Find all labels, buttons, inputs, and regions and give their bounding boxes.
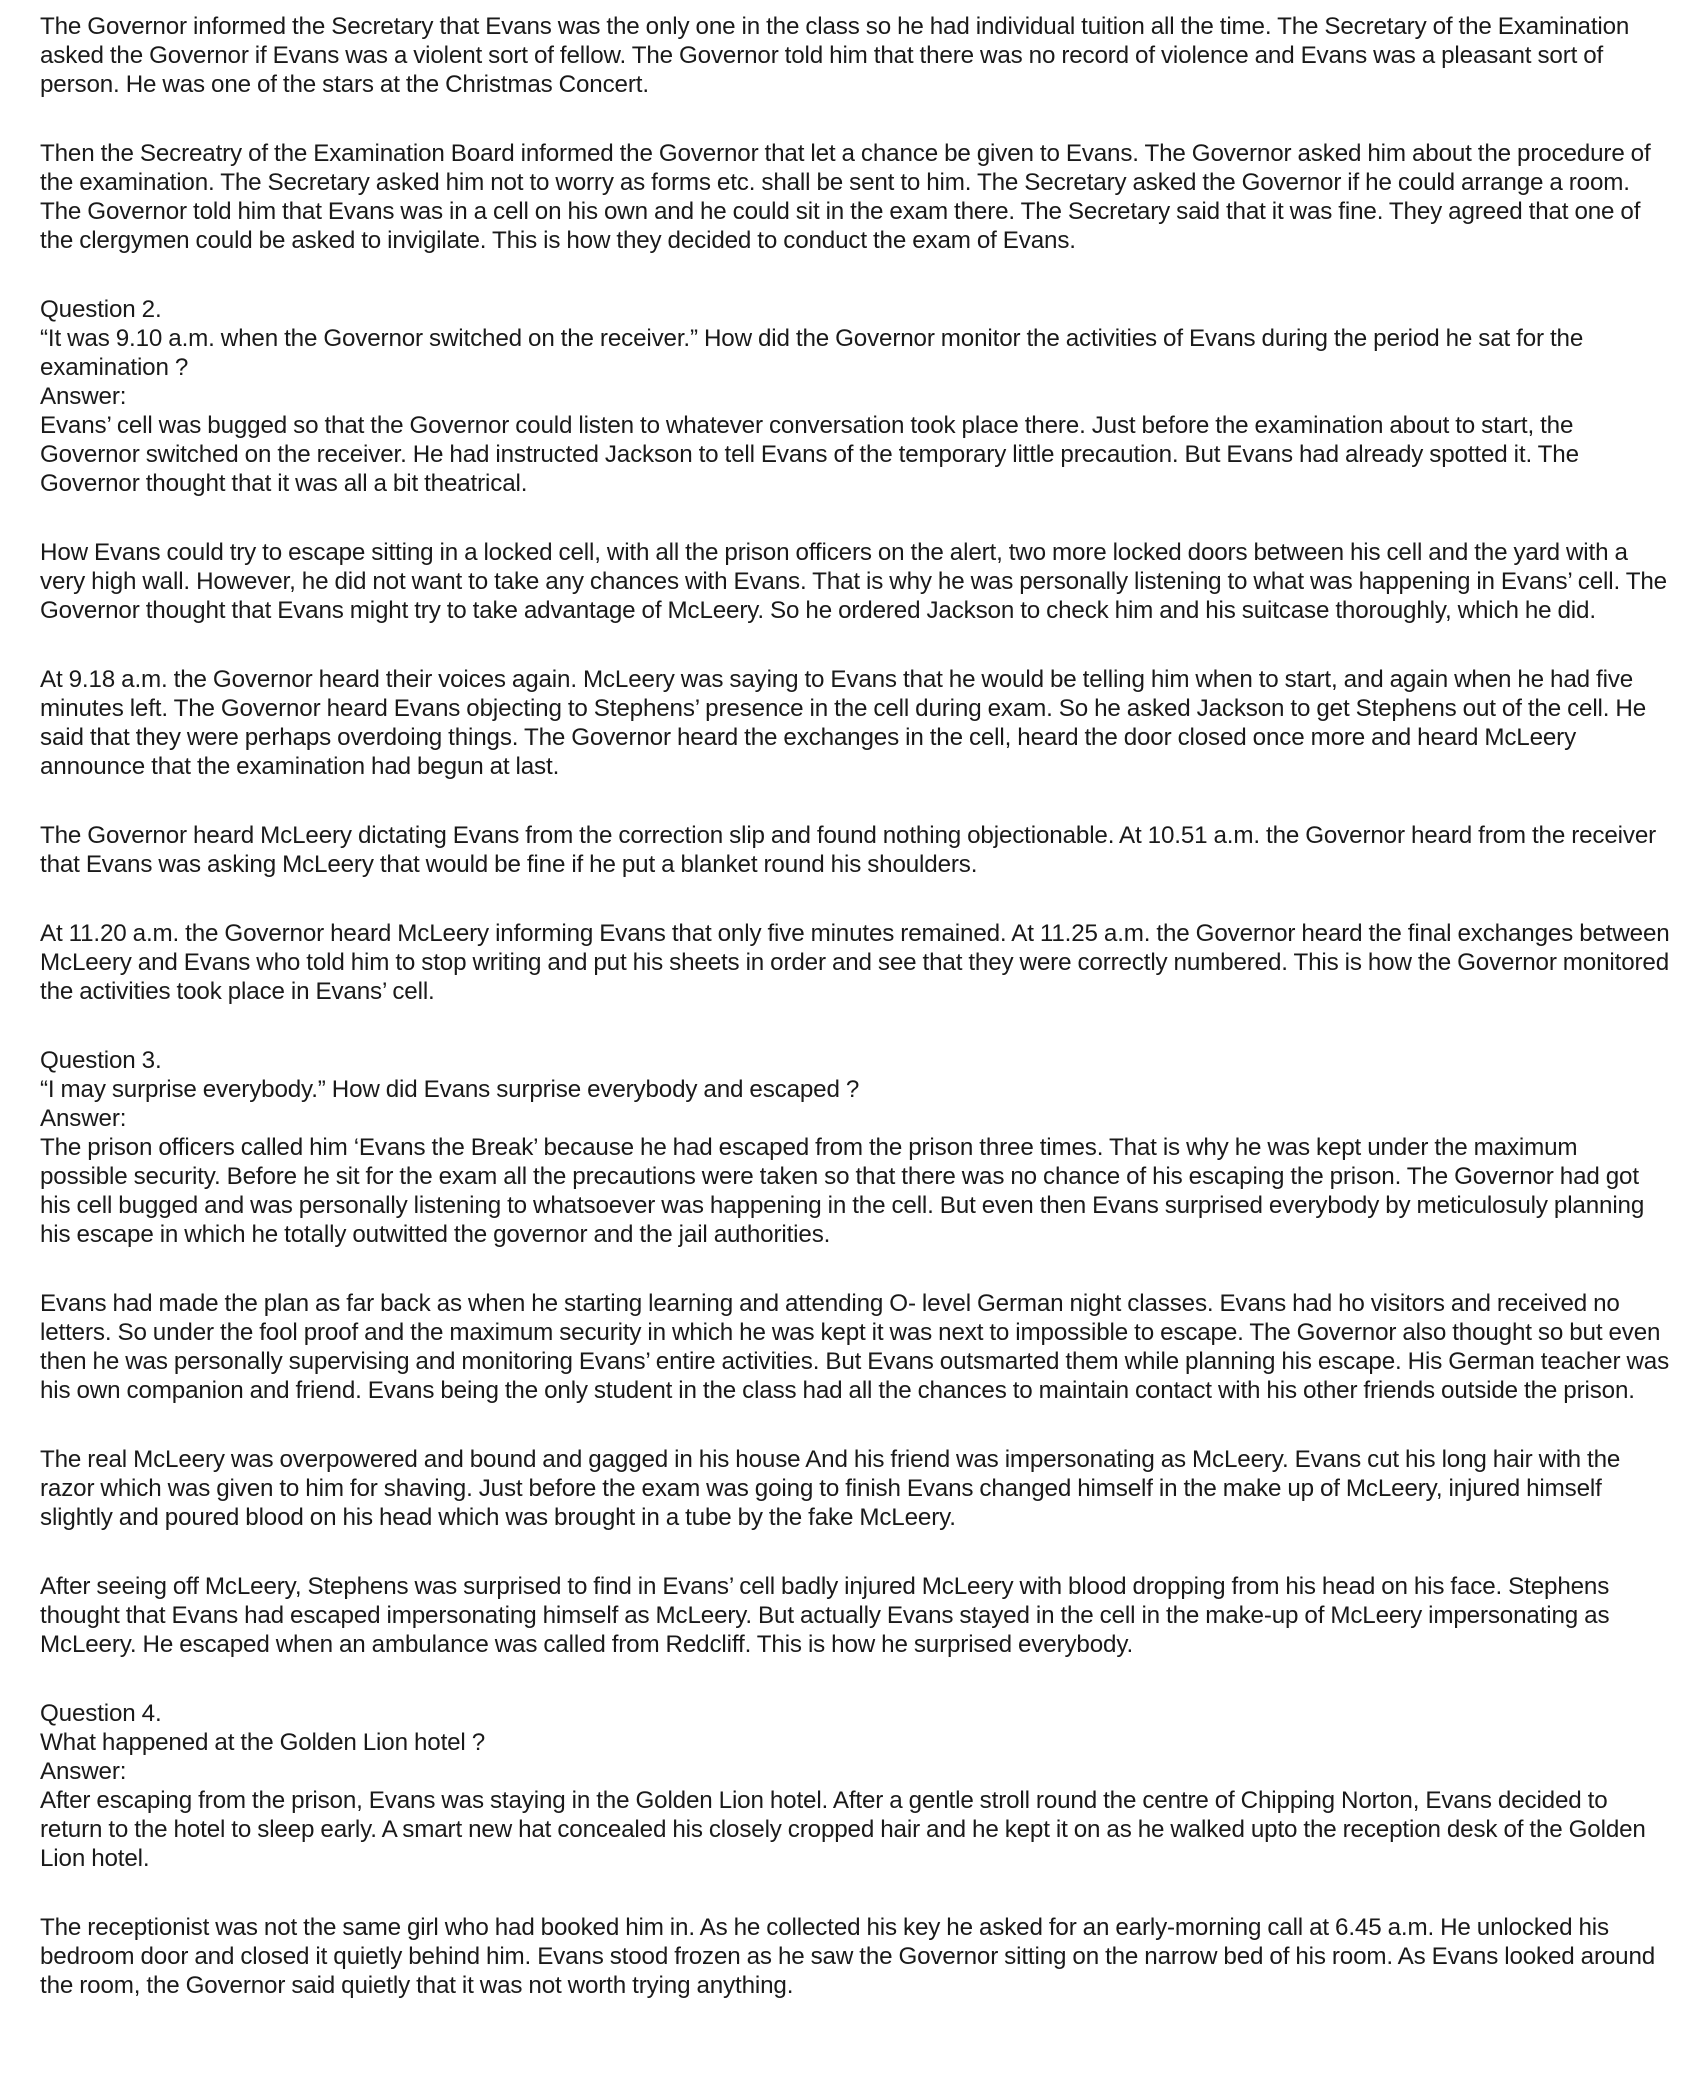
answer-paragraph: Evans had made the plan as far back as when he starting learning and attending O- level German night classes. Evans had ho visitors and received no letters. So under the fool proof and the maximum security in which he was kept it was next to impossible to escape. The Governor also thought so but even then he was personally supervising and monitoring Evans’ entire activities. But Evans outsmarted them while planning his escape. His German teacher was his own companion and friend. Evans being the only student in the class had all the chances to maintain contact with his other friends outside the prison. — [40, 1290, 1670, 1404]
answer-paragraph: How Evans could try to escape sitting in a locked cell, with all the prison officers on the alert, two more locked doors between his cell and the yard with a very high wall. However, he did not want to take any chances with Evans. That is why he was personally listening to what was happening in Evans’ cell. The Governor thought that Evans might try to take advantage of McLeery. So he ordered Jackson to check him and his suitcase thoroughly, which he did. — [40, 539, 1667, 624]
answer-paragraph: Evans’ cell was bugged so that the Governor could listen to whatever conversation took place there. Just before the examination about to start, the Governor switched on the receiver. He had instructed Jackson to tell Evans of the temporary little precaution. But Evans had already spotted it. The Governor thought that it was all a bit theatrical. — [40, 412, 1579, 497]
question-block-2 — [40, 295, 1670, 498]
question-text: “I may surprise everybody.” How did Evans surprise everybody and escaped ? — [40, 1076, 860, 1103]
question-block-4 — [40, 1699, 1670, 1873]
question-text: What happened at the Golden Lion hotel ? — [40, 1729, 486, 1756]
answer-paragraph: At 11.20 a.m. the Governor heard McLeery informing Evans that only five minutes remained. At 11.25 a.m. the Governor heard the final exchanges between McLeery and Evans who told him to stop writing and put his sheets in order and see that they were correctly numbered. This is how the Governor monitored the activities took place in Evans’ cell. — [40, 920, 1670, 1005]
question-heading: Question 3. — [40, 1047, 162, 1074]
question-heading: Question 2. — [40, 296, 162, 323]
answer-paragraph: After seeing off McLeery, Stephens was surprised to find in Evans’ cell badly injured McLeery with blood dropping from his head on his face. Stephens thought that Evans had escaped impersonating himself as McLeery. But actually Evans stayed in the cell in the make-up of McLeery impersonating as McLeery. He escaped when an ambulance was called from Redcliff. This is how he surprised everybody. — [40, 1573, 1610, 1658]
answer-paragraph: At 9.18 a.m. the Governor heard their voices again. McLeery was saying to Evans that he would be telling him when to start, and again when he had five minutes left. The Governor heard Evans objecting to Stephens’ presence in the cell during exam. So he asked Jackson to get Stephens out of the cell. He said that they were perhaps overdoing things. The Governor heard the exchanges in the cell, heard the door closed once more and heard McLeery announce that the examination had begun at last. — [40, 666, 1647, 780]
answer-label: Answer: — [40, 1105, 127, 1132]
answer-paragraph: The real McLeery was overpowered and bound and gagged in his house And his friend was impersonating as McLeery. Evans cut his long hair with the razor which was given to him for shaving. Just before the exam was going to finish Evans changed himself in the make up of McLeery, injured himself slightly and poured blood on his head which was brought in a tube by the fake McLeery. — [40, 1446, 1621, 1531]
answer-paragraph: The prison officers called him ‘Evans the Break’ because he had escaped from the prison three times. That is why he was kept under the maximum possible security. Before he sit for the exam all the precautions were taken so that there was no chance of his escaping the prison. The Governor had got his cell bugged and was personally listening to whatsoever was happening in the cell. But even then Evans surprised everybody by meticulosuly planning his escape in which he totally outwitted the governor and the jail authorities. — [40, 1134, 1645, 1248]
answer-paragraph: The receptionist was not the same girl who had booked him in. As he collected his key he asked for an early-morning call at 6.45 a.m. He unlocked his bedroom door and closed it quietly behind him. Evans stood frozen as he saw the Governor sitting on the narrow bed of his room. As Evans looked around the room, the Governor said quietly that it was not worth trying anything. — [40, 1914, 1656, 1999]
question-text: “It was 9.10 a.m. when the Governor switched on the receiver.” How did the Governor monitor the activities of Evans during the period he sat for the examination ? — [40, 325, 1584, 381]
paragraph: The Governor informed the Secretary that Evans was the only one in the class so he had individual tuition all the time. The Secretary of the Examination asked the Governor if Evans was a violent sort of fellow. The Governor told him that there was no record of violence and Evans was a pleasant sort of person. He was one of the stars at the Christmas Concert. — [40, 13, 1630, 98]
paragraph: Then the Secreatry of the Examination Board informed the Governor that let a chance be given to Evans. The Governor asked him about the procedure of the examination. The Secretary asked him not to worry as forms etc. shall be sent to him. The Secretary asked the Governor if he could arrange a room. The Governor told him that Evans was in a cell on his own and he could sit in the exam there. The Secretary said that it was fine. They agreed that one of the clergymen could be asked to invigilate. This is how they decided to conduct the exam of Evans. — [40, 140, 1651, 254]
answer-paragraph: After escaping from the prison, Evans was staying in the Golden Lion hotel. After a gentle stroll round the centre of Chipping Norton, Evans decided to return to the hotel to sleep early. A smart new hat concealed his closely cropped hair and he kept it on as he walked upto the reception desk of the Golden Lion hotel. — [40, 1787, 1646, 1872]
question-block-3 — [40, 1046, 1670, 1249]
answer-label: Answer: — [40, 383, 127, 410]
answer-label: Answer: — [40, 1758, 127, 1785]
answer-paragraph: The Governor heard McLeery dictating Evans from the correction slip and found nothing objectionable. At 10.51 a.m. the Governor heard from the receiver that Evans was asking McLeery that would be fine if he put a blanket round his shoulders. — [40, 822, 1657, 878]
question-heading: Question 4. — [40, 1700, 162, 1727]
